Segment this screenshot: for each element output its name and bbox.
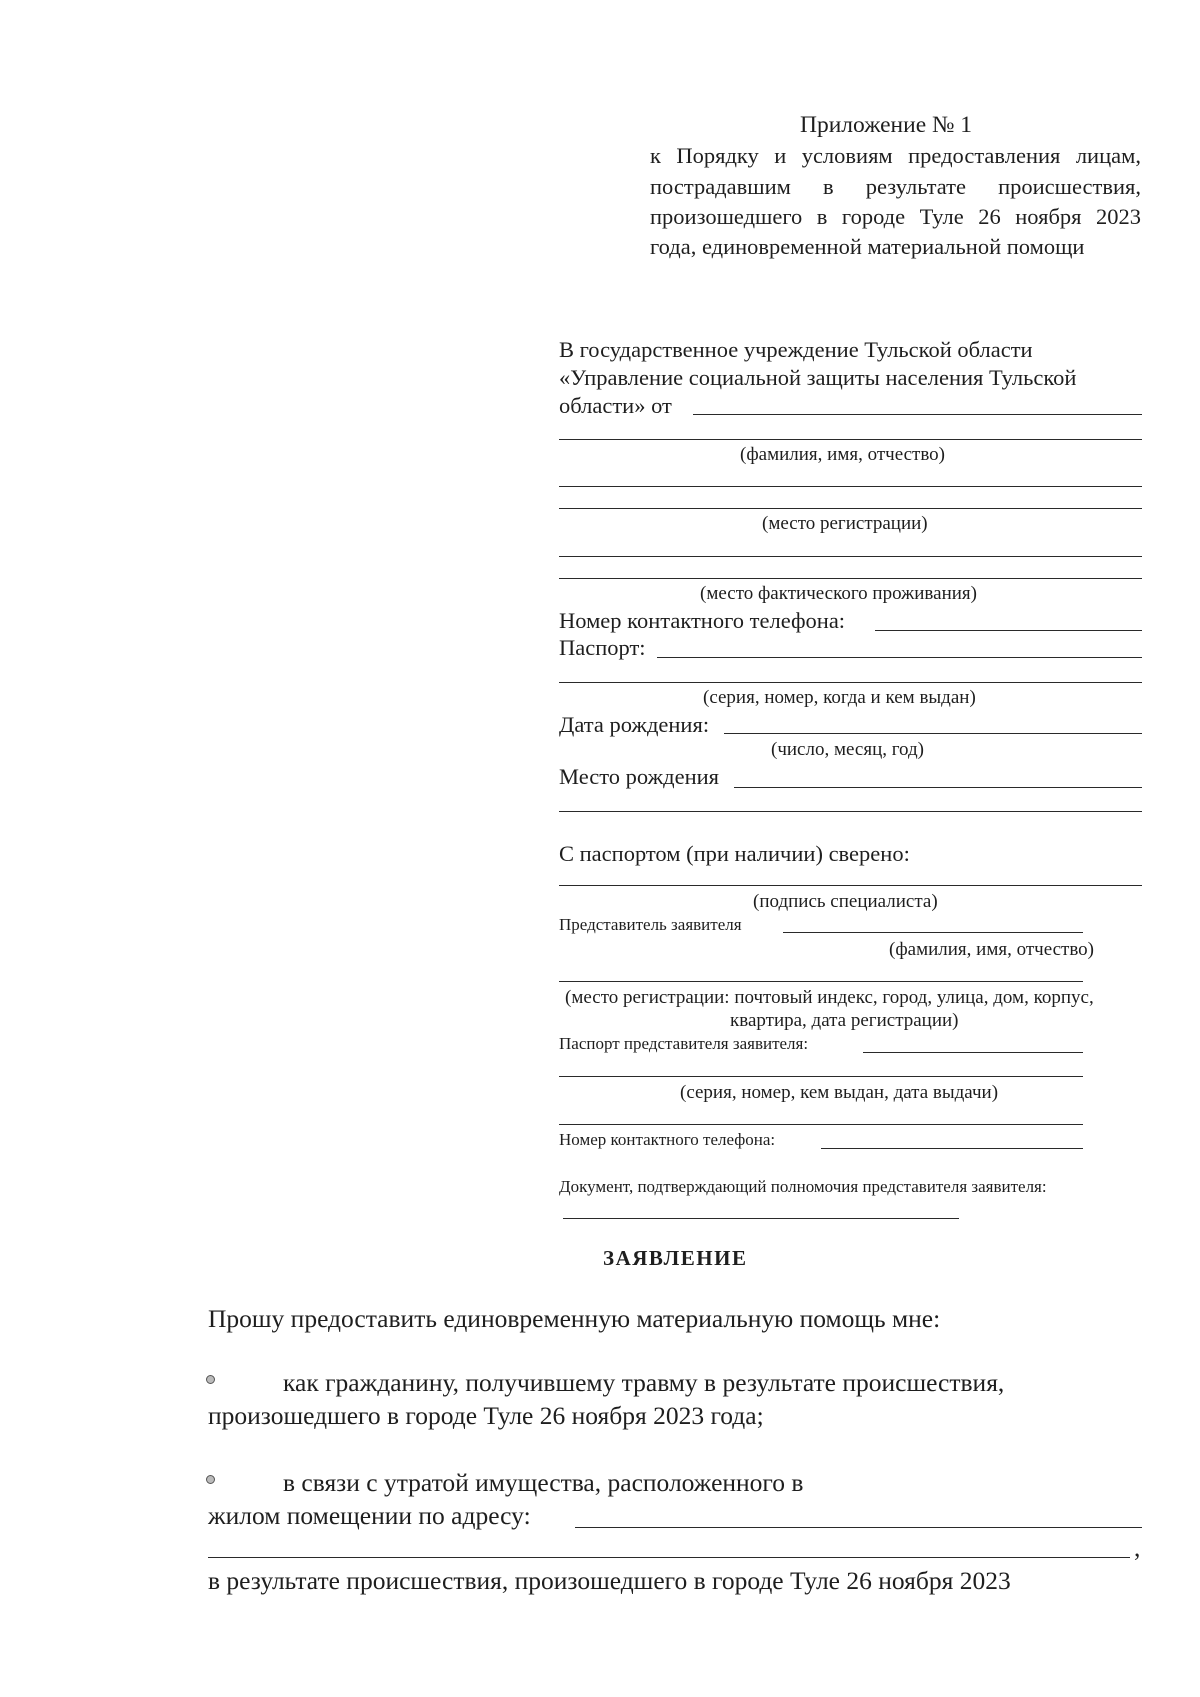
passport-field-line-2[interactable]: [559, 682, 1142, 683]
appendix-line-1: к Порядку и условиям предоставления лицам,: [650, 143, 1141, 168]
verification-label: С паспортом (при наличии) сверено:: [559, 841, 910, 866]
birth-place-field-line-2[interactable]: [559, 811, 1142, 812]
representative-phone-label: Номер контактного телефона:: [559, 1130, 776, 1149]
phone-field[interactable]: [875, 630, 1142, 631]
representative-phone-field[interactable]: [821, 1148, 1083, 1149]
option-2-line-1: в связи с утратой имущества, расположенного в: [283, 1468, 804, 1497]
appendix-line-2: пострадавшим в результате происшествия,: [650, 174, 1141, 199]
property-address-field-line-2[interactable]: [208, 1557, 1130, 1558]
addressee-line-3: области» от: [559, 393, 672, 418]
passport-label: Паспорт:: [559, 635, 646, 660]
option-2-line-3: в результате происшествия, произошедшего в городе Туле 26 ноября 2023: [208, 1566, 1011, 1595]
representative-fio-field[interactable]: [783, 932, 1083, 933]
addressee-line-1: В государственное учреждение Тульской области: [559, 337, 1033, 362]
registration-caption: (место регистрации): [762, 513, 928, 534]
option-1-line-1: как гражданину, получившему травму в результате происшествия,: [283, 1368, 1005, 1397]
representative-passport-field-line-1[interactable]: [863, 1052, 1083, 1053]
registration-field-line-1[interactable]: [559, 486, 1142, 487]
option-1-bullet: [206, 1375, 215, 1384]
representative-passport-field-line-3[interactable]: [559, 1124, 1083, 1125]
from-name-field[interactable]: [693, 414, 1142, 415]
fio-caption: (фамилия, имя, отчество): [740, 444, 946, 465]
appendix-title: Приложение № 1: [800, 112, 973, 138]
representative-passport-caption: (серия, номер, кем выдан, дата выдачи): [680, 1082, 999, 1103]
registration-field-line-2[interactable]: [559, 508, 1142, 509]
representative-passport-field-line-2[interactable]: [559, 1076, 1083, 1077]
authority-document-field[interactable]: [563, 1218, 959, 1219]
specialist-signature-caption: (подпись специалиста): [753, 891, 938, 912]
statement-intro: Прошу предоставить единовременную материальную помощь мне:: [208, 1304, 941, 1333]
specialist-signature-field[interactable]: [559, 885, 1142, 886]
representative-passport-label: Паспорт представителя заявителя:: [559, 1034, 809, 1053]
residence-field-line-2[interactable]: [559, 578, 1142, 579]
residence-caption: (место фактического проживания): [700, 583, 977, 604]
birth-date-label: Дата рождения:: [559, 712, 710, 737]
representative-fio-caption: (фамилия, имя, отчество): [889, 939, 1095, 960]
birth-place-field-line-1[interactable]: [734, 787, 1142, 788]
representative-registration-caption-1: (место регистрации: почтовый индекс, город, улица, дом, корпус,: [565, 987, 1094, 1008]
representative-registration-field[interactable]: [559, 981, 1083, 982]
addressee-line-2: «Управление социальной защиты населения Тульской: [559, 365, 1077, 390]
representative-registration-caption-2: квартира, дата регистрации): [730, 1010, 959, 1031]
birth-date-caption: (число, месяц, год): [771, 739, 925, 760]
statement-heading: ЗАЯВЛЕНИЕ: [603, 1246, 748, 1270]
appendix-line-4: года, единовременной материальной помощи: [650, 234, 1085, 259]
option-1-line-2: произошедшего в городе Туле 26 ноября 2023 года;: [208, 1401, 764, 1430]
property-address-field-line-1[interactable]: [575, 1527, 1142, 1528]
option-2-bullet: [206, 1475, 215, 1484]
residence-field-line-1[interactable]: [559, 556, 1142, 557]
option-2-line-2: жилом помещении по адресу:: [208, 1501, 531, 1530]
birth-date-field[interactable]: [724, 733, 1142, 734]
fio-field-line-2[interactable]: [559, 439, 1142, 440]
option-2-comma: ,: [1134, 1533, 1141, 1562]
authority-document-label: Документ, подтверждающий полномочия представителя заявителя:: [559, 1177, 1047, 1196]
passport-field-line-1[interactable]: [657, 657, 1142, 658]
appendix-line-3: произошедшего в городе Туле 26 ноября 2023: [650, 204, 1141, 229]
birth-place-label: Место рождения: [559, 764, 720, 789]
passport-caption: (серия, номер, когда и кем выдан): [703, 687, 976, 708]
phone-label: Номер контактного телефона:: [559, 608, 846, 633]
representative-label: Представитель заявителя: [559, 915, 742, 934]
